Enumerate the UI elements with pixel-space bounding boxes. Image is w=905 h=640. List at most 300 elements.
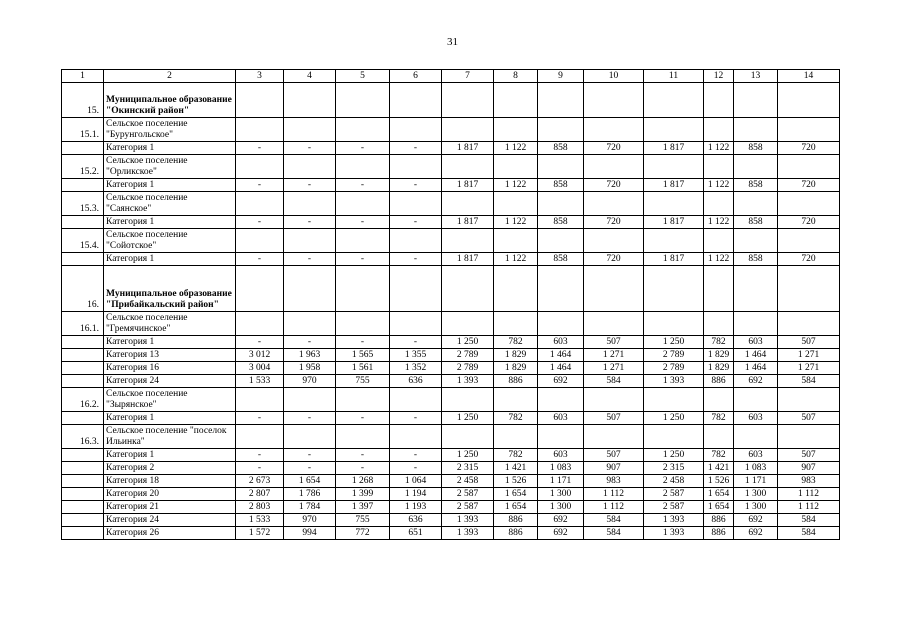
- value-cell: -: [390, 462, 442, 475]
- value-cell: 1 250: [442, 336, 494, 349]
- table-row: [62, 375, 840, 388]
- row-index: [62, 253, 104, 266]
- value-cell: 1 250: [644, 449, 704, 462]
- empty-cell: [390, 388, 442, 412]
- empty-cell: [644, 118, 704, 142]
- table-row: [62, 462, 840, 475]
- value-cell: -: [236, 142, 284, 155]
- row-index: [62, 449, 104, 462]
- value-cell: -: [390, 179, 442, 192]
- value-cell: -: [236, 462, 284, 475]
- value-cell: 755: [336, 514, 390, 527]
- category-name: Категория 1: [104, 449, 236, 462]
- row-index: [62, 462, 104, 475]
- table-row: [62, 488, 840, 501]
- table-row: [62, 253, 840, 266]
- value-cell: -: [390, 336, 442, 349]
- value-cell: 907: [778, 462, 840, 475]
- value-cell: 3 012: [236, 349, 284, 362]
- empty-cell: [236, 83, 284, 118]
- value-cell: 858: [734, 216, 778, 229]
- header-cell: 13: [734, 70, 778, 83]
- value-cell: -: [284, 216, 336, 229]
- value-cell: -: [284, 412, 336, 425]
- empty-cell: [442, 229, 494, 253]
- value-cell: 1 421: [704, 462, 734, 475]
- category-name: Категория 20: [104, 488, 236, 501]
- section-row: [62, 118, 840, 142]
- value-cell: 1 300: [538, 501, 584, 514]
- empty-cell: [236, 425, 284, 449]
- value-cell: 1 112: [584, 501, 644, 514]
- section-name: Сельское поселение "Сойотское": [104, 229, 236, 253]
- table-row: [62, 514, 840, 527]
- value-cell: 2 587: [442, 501, 494, 514]
- empty-cell: [236, 118, 284, 142]
- empty-cell: [494, 83, 538, 118]
- empty-cell: [644, 425, 704, 449]
- value-cell: 2 587: [644, 501, 704, 514]
- value-cell: -: [336, 216, 390, 229]
- empty-cell: [704, 118, 734, 142]
- value-cell: 692: [538, 375, 584, 388]
- empty-cell: [442, 425, 494, 449]
- empty-cell: [734, 229, 778, 253]
- empty-cell: [704, 192, 734, 216]
- value-cell: 886: [704, 527, 734, 540]
- value-cell: 858: [734, 253, 778, 266]
- empty-cell: [584, 388, 644, 412]
- empty-cell: [390, 266, 442, 312]
- value-cell: 1 271: [584, 349, 644, 362]
- empty-cell: [494, 388, 538, 412]
- value-cell: -: [336, 336, 390, 349]
- empty-cell: [236, 312, 284, 336]
- value-cell: -: [236, 449, 284, 462]
- value-cell: 507: [778, 412, 840, 425]
- value-cell: -: [390, 216, 442, 229]
- empty-cell: [494, 312, 538, 336]
- value-cell: 782: [494, 336, 538, 349]
- empty-cell: [538, 83, 584, 118]
- empty-cell: [442, 83, 494, 118]
- value-cell: 782: [704, 449, 734, 462]
- empty-cell: [494, 266, 538, 312]
- value-cell: 1 817: [644, 142, 704, 155]
- table-body: [62, 70, 840, 540]
- value-cell: 782: [704, 336, 734, 349]
- table-row: [62, 501, 840, 514]
- empty-cell: [538, 266, 584, 312]
- section-name: Сельское поселение "поселок Ильинка": [104, 425, 236, 449]
- value-cell: 1 533: [236, 514, 284, 527]
- value-cell: 1 083: [734, 462, 778, 475]
- page-number: 31: [447, 36, 458, 48]
- empty-cell: [778, 425, 840, 449]
- value-cell: 603: [734, 336, 778, 349]
- value-cell: -: [284, 253, 336, 266]
- row-index: 16.1.: [62, 312, 104, 336]
- value-cell: 1 829: [494, 349, 538, 362]
- empty-cell: [778, 388, 840, 412]
- header-cell: 9: [538, 70, 584, 83]
- value-cell: 603: [538, 449, 584, 462]
- table-row: [62, 412, 840, 425]
- value-cell: 1 654: [704, 501, 734, 514]
- section-name: Сельское поселение "Зырянское": [104, 388, 236, 412]
- value-cell: 2 458: [442, 475, 494, 488]
- value-cell: -: [284, 462, 336, 475]
- value-cell: 720: [584, 216, 644, 229]
- section-name: Муниципальное образование "Прибайкальский район": [104, 266, 236, 312]
- value-cell: 1 393: [644, 527, 704, 540]
- value-cell: 1 300: [734, 488, 778, 501]
- empty-cell: [442, 266, 494, 312]
- value-cell: 603: [538, 336, 584, 349]
- empty-cell: [336, 192, 390, 216]
- empty-cell: [778, 155, 840, 179]
- tariff-table: [61, 69, 840, 540]
- category-name: Категория 24: [104, 514, 236, 527]
- value-cell: 858: [538, 142, 584, 155]
- empty-cell: [644, 83, 704, 118]
- value-cell: 1 355: [390, 349, 442, 362]
- table-row: [62, 216, 840, 229]
- value-cell: 651: [390, 527, 442, 540]
- value-cell: 636: [390, 514, 442, 527]
- value-cell: 1 958: [284, 362, 336, 375]
- value-cell: 1 112: [584, 488, 644, 501]
- empty-cell: [778, 192, 840, 216]
- row-index: 15.2.: [62, 155, 104, 179]
- row-index: 15.3.: [62, 192, 104, 216]
- value-cell: 886: [494, 514, 538, 527]
- value-cell: 1 122: [704, 253, 734, 266]
- row-index: [62, 375, 104, 388]
- empty-cell: [644, 266, 704, 312]
- empty-cell: [442, 388, 494, 412]
- value-cell: 1 194: [390, 488, 442, 501]
- category-name: Категория 1: [104, 412, 236, 425]
- value-cell: 1 829: [494, 362, 538, 375]
- value-cell: 2 789: [442, 349, 494, 362]
- empty-cell: [584, 118, 644, 142]
- value-cell: 1 122: [494, 253, 538, 266]
- row-index: [62, 514, 104, 527]
- value-cell: 1 654: [494, 488, 538, 501]
- value-cell: 1 421: [494, 462, 538, 475]
- row-index: 15.4.: [62, 229, 104, 253]
- value-cell: 1 829: [704, 362, 734, 375]
- value-cell: 1 122: [704, 216, 734, 229]
- table-row: [62, 349, 840, 362]
- section-row: [62, 192, 840, 216]
- empty-cell: [336, 388, 390, 412]
- value-cell: -: [336, 449, 390, 462]
- empty-cell: [734, 118, 778, 142]
- value-cell: 983: [584, 475, 644, 488]
- value-cell: 782: [494, 449, 538, 462]
- value-cell: 2 673: [236, 475, 284, 488]
- section-row: [62, 388, 840, 412]
- value-cell: 1 064: [390, 475, 442, 488]
- value-cell: -: [236, 412, 284, 425]
- empty-cell: [390, 312, 442, 336]
- value-cell: 692: [734, 527, 778, 540]
- row-index: [62, 488, 104, 501]
- value-cell: 1 817: [442, 216, 494, 229]
- value-cell: -: [336, 412, 390, 425]
- value-cell: 1 122: [494, 142, 538, 155]
- empty-cell: [538, 155, 584, 179]
- value-cell: 1 250: [442, 449, 494, 462]
- empty-cell: [538, 118, 584, 142]
- empty-cell: [734, 192, 778, 216]
- row-index: [62, 179, 104, 192]
- value-cell: -: [336, 462, 390, 475]
- value-cell: 584: [584, 527, 644, 540]
- header-row: [62, 70, 840, 83]
- section-name: Сельское поселение "Гремячинское": [104, 312, 236, 336]
- value-cell: 720: [778, 142, 840, 155]
- empty-cell: [284, 229, 336, 253]
- value-cell: 2 807: [236, 488, 284, 501]
- value-cell: 858: [734, 179, 778, 192]
- empty-cell: [336, 118, 390, 142]
- empty-cell: [538, 312, 584, 336]
- value-cell: 755: [336, 375, 390, 388]
- value-cell: 1 393: [644, 514, 704, 527]
- value-cell: 782: [494, 412, 538, 425]
- value-cell: 720: [584, 142, 644, 155]
- value-cell: 692: [538, 514, 584, 527]
- value-cell: 1 654: [284, 475, 336, 488]
- empty-cell: [236, 388, 284, 412]
- header-cell: 11: [644, 70, 704, 83]
- section-row: [62, 83, 840, 118]
- value-cell: 3 004: [236, 362, 284, 375]
- section-name: Сельское поселение "Орликское": [104, 155, 236, 179]
- value-cell: 2 803: [236, 501, 284, 514]
- value-cell: 692: [538, 527, 584, 540]
- value-cell: 1 250: [644, 412, 704, 425]
- value-cell: 772: [336, 527, 390, 540]
- row-index: 15.1.: [62, 118, 104, 142]
- empty-cell: [704, 425, 734, 449]
- empty-cell: [734, 155, 778, 179]
- empty-cell: [644, 312, 704, 336]
- value-cell: 1 122: [704, 142, 734, 155]
- value-cell: 886: [704, 375, 734, 388]
- empty-cell: [336, 229, 390, 253]
- value-cell: 1 300: [538, 488, 584, 501]
- value-cell: 507: [584, 336, 644, 349]
- category-name: Категория 1: [104, 142, 236, 155]
- value-cell: 1 399: [336, 488, 390, 501]
- table-row: [62, 336, 840, 349]
- empty-cell: [734, 83, 778, 118]
- value-cell: 1 817: [644, 253, 704, 266]
- header-cell: 2: [104, 70, 236, 83]
- header-cell: 12: [704, 70, 734, 83]
- empty-cell: [284, 312, 336, 336]
- empty-cell: [584, 155, 644, 179]
- value-cell: 1 268: [336, 475, 390, 488]
- header-cell: 14: [778, 70, 840, 83]
- value-cell: 1 572: [236, 527, 284, 540]
- value-cell: 720: [778, 253, 840, 266]
- value-cell: 1 533: [236, 375, 284, 388]
- value-cell: 1 829: [704, 349, 734, 362]
- header-cell: 5: [336, 70, 390, 83]
- value-cell: 720: [778, 179, 840, 192]
- value-cell: 907: [584, 462, 644, 475]
- value-cell: 720: [778, 216, 840, 229]
- value-cell: 2 789: [644, 362, 704, 375]
- value-cell: 1 250: [644, 336, 704, 349]
- category-name: Категория 2: [104, 462, 236, 475]
- value-cell: 1 122: [494, 216, 538, 229]
- value-cell: -: [236, 179, 284, 192]
- header-cell: 1: [62, 70, 104, 83]
- section-row: [62, 266, 840, 312]
- empty-cell: [390, 425, 442, 449]
- value-cell: 886: [494, 375, 538, 388]
- category-name: Категория 21: [104, 501, 236, 514]
- value-cell: 2 315: [644, 462, 704, 475]
- empty-cell: [236, 192, 284, 216]
- section-name: Сельское поселение "Бурунгольское": [104, 118, 236, 142]
- empty-cell: [236, 266, 284, 312]
- row-index: 16.: [62, 266, 104, 312]
- value-cell: 720: [584, 253, 644, 266]
- header-cell: 10: [584, 70, 644, 83]
- value-cell: 720: [584, 179, 644, 192]
- header-cell: 3: [236, 70, 284, 83]
- empty-cell: [442, 118, 494, 142]
- empty-cell: [734, 312, 778, 336]
- value-cell: 1 171: [734, 475, 778, 488]
- empty-cell: [584, 192, 644, 216]
- row-index: [62, 336, 104, 349]
- empty-cell: [284, 266, 336, 312]
- empty-cell: [778, 229, 840, 253]
- value-cell: 1 393: [644, 375, 704, 388]
- value-cell: -: [284, 336, 336, 349]
- value-cell: 603: [734, 449, 778, 462]
- value-cell: 1 817: [442, 179, 494, 192]
- value-cell: 1 393: [442, 514, 494, 527]
- empty-cell: [584, 229, 644, 253]
- category-name: Категория 1: [104, 216, 236, 229]
- empty-cell: [494, 229, 538, 253]
- empty-cell: [584, 312, 644, 336]
- value-cell: 994: [284, 527, 336, 540]
- value-cell: -: [236, 336, 284, 349]
- table-row: [62, 475, 840, 488]
- value-cell: 2 458: [644, 475, 704, 488]
- value-cell: 1 352: [390, 362, 442, 375]
- value-cell: -: [284, 449, 336, 462]
- value-cell: 1 526: [704, 475, 734, 488]
- value-cell: 2 789: [442, 362, 494, 375]
- empty-cell: [734, 266, 778, 312]
- header-cell: 7: [442, 70, 494, 83]
- empty-cell: [390, 192, 442, 216]
- value-cell: 1 193: [390, 501, 442, 514]
- value-cell: 1 464: [538, 362, 584, 375]
- value-cell: -: [390, 142, 442, 155]
- row-index: [62, 412, 104, 425]
- value-cell: 636: [390, 375, 442, 388]
- row-index: [62, 475, 104, 488]
- empty-cell: [538, 229, 584, 253]
- value-cell: -: [390, 412, 442, 425]
- empty-cell: [778, 83, 840, 118]
- empty-cell: [236, 155, 284, 179]
- value-cell: 1 122: [704, 179, 734, 192]
- empty-cell: [390, 83, 442, 118]
- table-row: [62, 449, 840, 462]
- value-cell: 603: [538, 412, 584, 425]
- empty-cell: [336, 266, 390, 312]
- empty-cell: [584, 425, 644, 449]
- value-cell: 1 817: [644, 179, 704, 192]
- value-cell: -: [390, 449, 442, 462]
- row-index: 16.2.: [62, 388, 104, 412]
- empty-cell: [284, 425, 336, 449]
- value-cell: 1 817: [644, 216, 704, 229]
- empty-cell: [390, 229, 442, 253]
- value-cell: 507: [778, 336, 840, 349]
- value-cell: 1 112: [778, 501, 840, 514]
- value-cell: 1 784: [284, 501, 336, 514]
- empty-cell: [538, 388, 584, 412]
- header-cell: 6: [390, 70, 442, 83]
- empty-cell: [494, 192, 538, 216]
- value-cell: 584: [584, 375, 644, 388]
- empty-cell: [494, 155, 538, 179]
- category-name: Категория 16: [104, 362, 236, 375]
- value-cell: -: [284, 179, 336, 192]
- value-cell: -: [390, 253, 442, 266]
- empty-cell: [644, 192, 704, 216]
- empty-cell: [336, 83, 390, 118]
- empty-cell: [442, 312, 494, 336]
- value-cell: 1 397: [336, 501, 390, 514]
- value-cell: 692: [734, 375, 778, 388]
- empty-cell: [336, 312, 390, 336]
- row-index: [62, 349, 104, 362]
- category-name: Категория 18: [104, 475, 236, 488]
- value-cell: 1 654: [704, 488, 734, 501]
- value-cell: 507: [584, 412, 644, 425]
- empty-cell: [336, 425, 390, 449]
- value-cell: 858: [538, 253, 584, 266]
- value-cell: 584: [778, 514, 840, 527]
- empty-cell: [778, 266, 840, 312]
- empty-cell: [644, 388, 704, 412]
- empty-cell: [442, 155, 494, 179]
- empty-cell: [704, 155, 734, 179]
- empty-cell: [538, 192, 584, 216]
- empty-cell: [494, 425, 538, 449]
- empty-cell: [704, 312, 734, 336]
- value-cell: 1 300: [734, 501, 778, 514]
- value-cell: -: [284, 142, 336, 155]
- empty-cell: [236, 229, 284, 253]
- empty-cell: [584, 83, 644, 118]
